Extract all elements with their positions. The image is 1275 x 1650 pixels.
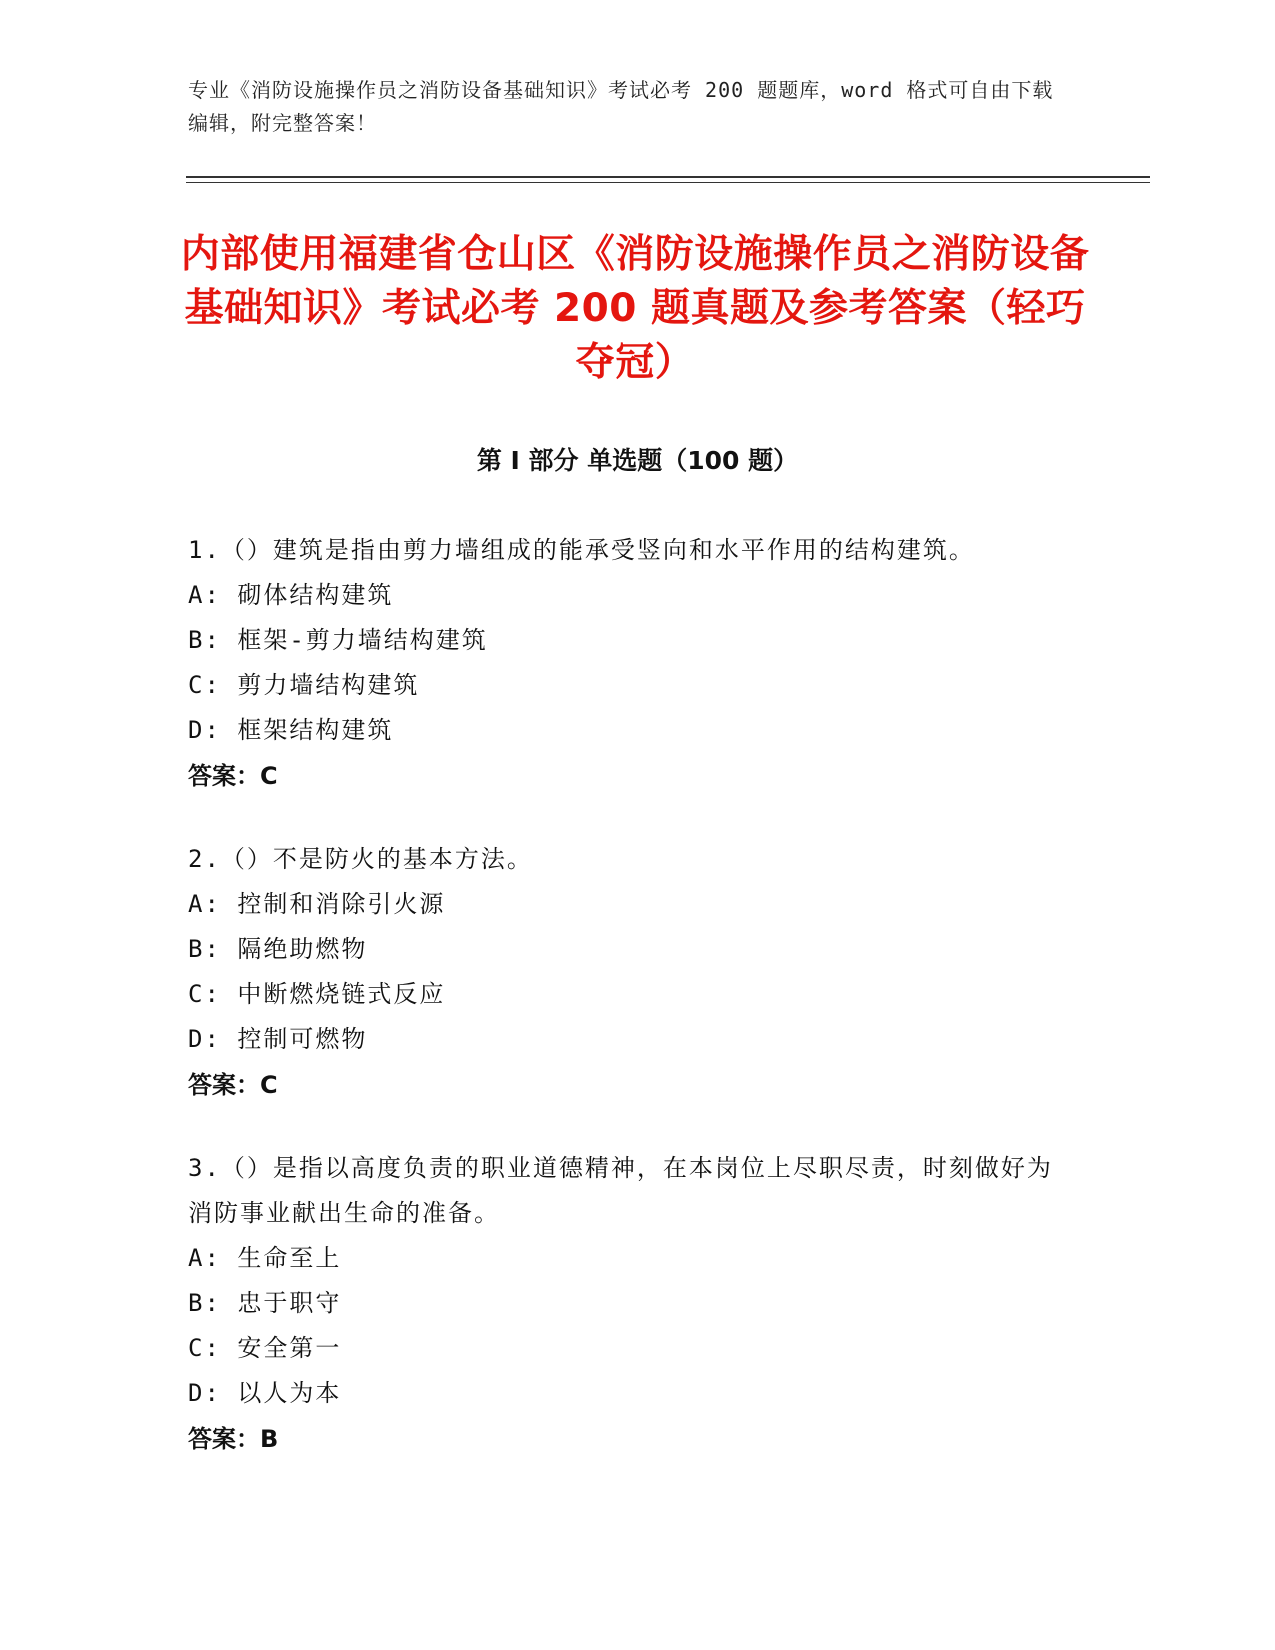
option-d: D: 框架结构建筑 (188, 716, 394, 744)
header-rule-thin (186, 182, 1150, 183)
option-b: B: 忠于职守 (188, 1289, 342, 1317)
option-b: B: 隔绝助燃物 (188, 935, 368, 963)
option-c: C: 中断燃烧链式反应 (188, 980, 446, 1008)
option-c: C: 安全第一 (188, 1334, 342, 1362)
answer-line: 答案：C (188, 762, 278, 790)
option-a: A: 生命至上 (188, 1244, 342, 1272)
option-d: D: 控制可燃物 (188, 1025, 368, 1053)
option-b: B: 框架-剪力墙结构建筑 (188, 626, 488, 654)
header-note: 专业《消防设施操作员之消防设备基础知识》考试必考 200 题题库，word 格式可自由下载编辑，附完整答案！ (188, 78, 1054, 135)
question-item (188, 528, 1068, 799)
answer-line: 答案：C (188, 1071, 278, 1099)
document-title: 内部使用福建省仓山区《消防设施操作员之消防设备基础知识》考试必考 200 题真题及参考答案（轻巧夺冠） (180, 232, 1090, 385)
question-list (188, 528, 1068, 1500)
question-stem: 3.（）是指以高度负责的职业道德精神，在本岗位上尽职尽责，时刻做好为消防事业献出生命的准备。 (188, 1154, 1053, 1227)
question-stem: 2.（）不是防火的基本方法。 (188, 845, 533, 873)
question-item (188, 1146, 1068, 1462)
header-rule-thick (186, 176, 1150, 178)
option-c: C: 剪力墙结构建筑 (188, 671, 420, 699)
section-heading: 第 I 部分 单选题（100 题） (476, 446, 799, 475)
answer-line: 答案：B (188, 1425, 279, 1453)
option-a: A: 控制和消除引火源 (188, 890, 446, 918)
question-stem: 1.（）建筑是指由剪力墙组成的能承受竖向和水平作用的结构建筑。 (188, 536, 975, 564)
option-a: A: 砌体结构建筑 (188, 581, 394, 609)
question-item (188, 837, 1068, 1108)
option-d: D: 以人为本 (188, 1379, 342, 1407)
